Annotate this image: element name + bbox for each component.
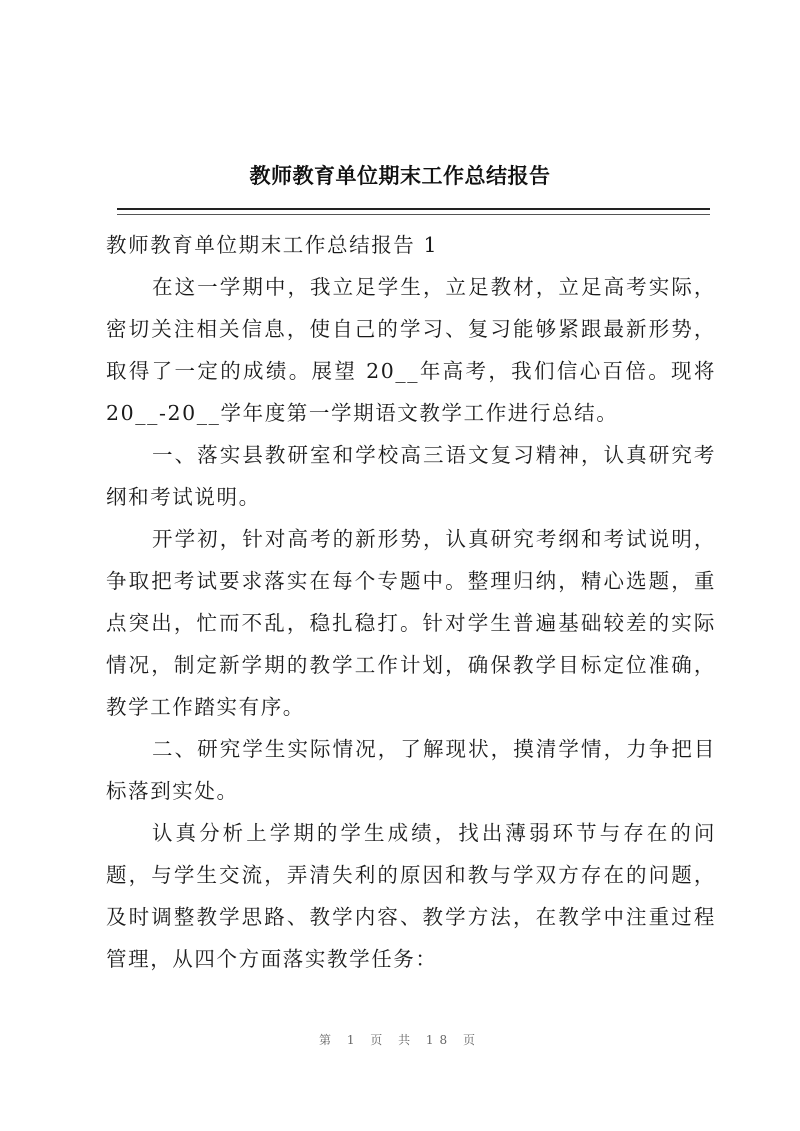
section-heading: 教师教育单位期末工作总结报告 1 (106, 233, 439, 257)
title-divider-thick (117, 208, 710, 210)
page-number-footer: 第 1 页 共 18 页 (319, 1033, 481, 1047)
paragraph: 认真分析上学期的学生成绩，找出薄弱环节与存在的问题，与学生交流，弄清失利的原因和教与学双方存在的问题，及时调整教学思路、教学内容、教学方法，在教学中注重过程管理，从四个方面落实教学任务： (106, 821, 716, 971)
document-title: 教师教育单位期末工作总结报告 (249, 164, 551, 188)
paragraph: 一、落实县教研室和学校高三语文复习精神，认真研究考纲和考试说明。 (106, 443, 716, 509)
title-divider-thin (117, 214, 710, 215)
paragraph: 在这一学期中，我立足学生，立足教材，立足高考实际，密切关注相关信息，使自己的学习、复习能够紧跟最新形势，取得了一定的成绩。展望 20__年高考，我们信心百倍。现将 20__-20__学年度第一学期语文教学工作进行总结。 (106, 275, 716, 425)
paragraph: 二、研究学生实际情况，了解现状，摸清学情，力争把目标落到实处。 (106, 737, 716, 803)
document-body (106, 224, 716, 980)
paragraph: 开学初，针对高考的新形势，认真研究考纲和考试说明，争取把考试要求落实在每个专题中。整理归纳，精心选题，重点突出，忙而不乱，稳扎稳打。针对学生普遍基础较差的实际情况，制定新学期的教学工作计划，确保教学目标定位准确，教学工作踏实有序。 (106, 527, 716, 719)
